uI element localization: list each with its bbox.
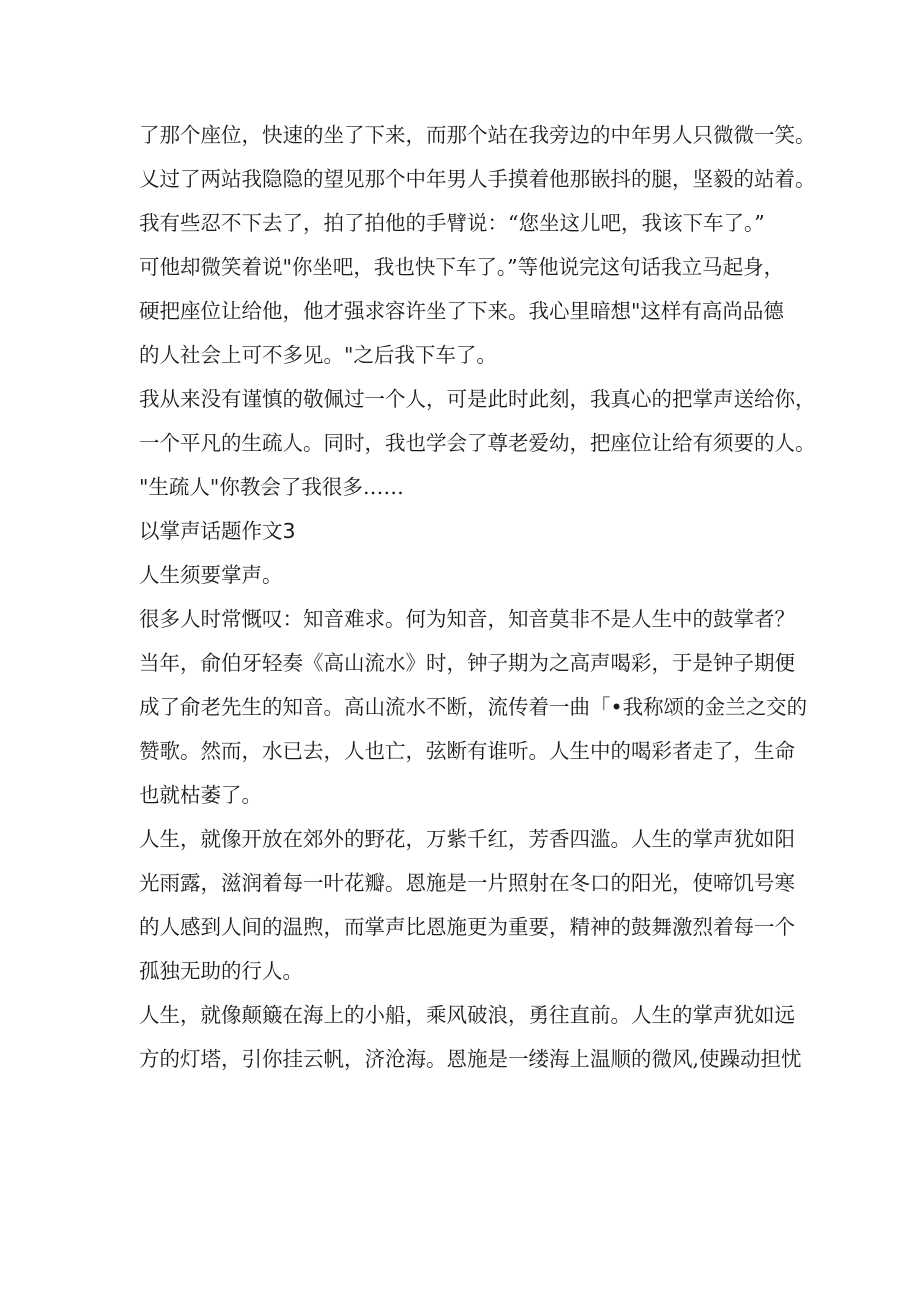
article-body [139, 113, 816, 1081]
text-line: 硬把座位让给他，他才强求容许坐了下来。我心里暗想"这样有高尚品德 [139, 299, 784, 323]
text-line: 的人感到人间的温煦，而掌声比恩施更为重要，精神的鼓舞激烈着每一个 [139, 915, 795, 939]
text-line: "生疏人"你教会了我很多…… [139, 475, 404, 499]
text-line: 可他却微笑着说"你坐吧，我也快下车了。”等他说完这句话我立马起身， [139, 255, 785, 279]
text-line: 当年，俞伯牙轻奏《高山流水》时，钟子期为之高声喝彩，于是钟子期便 [139, 651, 795, 675]
text-line: 光雨露，滋润着每一叶花瓣。恩施是一片照射在冬口的阳光，使啼饥号寒 [139, 871, 795, 895]
text-line: 赞歌。然而，水已去，人也亡，弦断有谁听。人生中的喝彩者走了，生命 [139, 739, 795, 763]
text-line: 方的灯塔，引你挂云帆，济沧海。恩施是一缕海上温顺的微风,使躁动担忧 [139, 1047, 802, 1071]
text-line: 一个平凡的生疏人。同时，我也学会了尊老爱幼，把座位让给有须要的人。 [139, 431, 816, 455]
text-line: 也就枯萎了。 [139, 783, 262, 807]
text-line: 了那个座位，快速的坐了下来，而那个站在我旁边的中年男人只微微一笑。 [139, 123, 816, 147]
section-heading: 以掌声话题作文3 [139, 519, 296, 543]
text-line: 很多人时常慨叹：知音难求。何为知音，知音莫非不是人生中的鼓掌者？ [139, 607, 795, 631]
text-line: 人生，就像开放在郊外的野花，万紫千红，芳香四滥。人生的掌声犹如阳 [139, 827, 795, 851]
text-line: 孤独无助的行人。 [139, 959, 303, 983]
text-line: 人生须要掌声。 [139, 563, 283, 587]
text-line: 乂过了两站我隐隐的望见那个中年男人手摸着他那嵌抖的腿，坚毅的站着。 [139, 167, 816, 191]
text-line: 人生，就像颠簸在海上的小船，乘风破浪，勇往直前。人生的掌声犹如远 [139, 1003, 795, 1027]
text-line: 我从来没有谨慎的敬佩过一个人，可是此时此刻，我真心的把掌声送给你， [139, 387, 816, 411]
text-line: 的人社会上可不多见。"之后我下车了。 [139, 343, 497, 367]
text-line: 成了俞老先生的知音。高山流水不断，流传着一曲「•我称颂的金兰之交的 [139, 695, 808, 719]
text-line: 我有些忍不下去了，拍了拍他的手臂说：“您坐这儿吧，我该下车了。” [139, 211, 765, 235]
